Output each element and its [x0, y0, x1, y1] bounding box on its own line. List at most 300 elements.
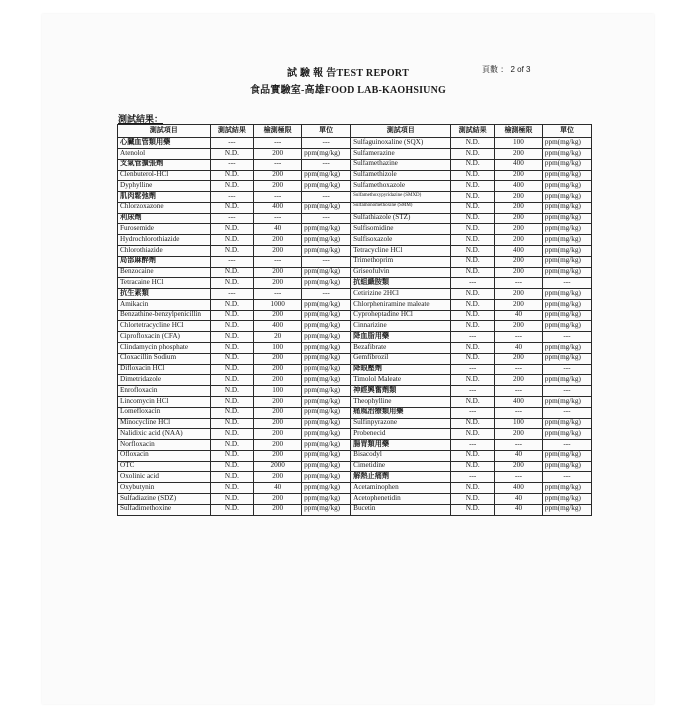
table-row — [118, 202, 592, 213]
test-result-cell: N.D. — [451, 343, 495, 354]
table-row — [118, 321, 592, 332]
detection-limit-cell: --- — [254, 213, 302, 224]
test-result-cell: N.D. — [451, 170, 495, 181]
detection-limit-cell: 40 — [494, 493, 542, 504]
test-result-cell: N.D. — [210, 504, 254, 515]
lab-title: 食品實驗室-高雄FOOD LAB-KAOHSIUNG — [249, 85, 447, 96]
table-row — [118, 299, 592, 310]
unit-cell: --- — [302, 256, 351, 267]
detection-limit-cell: 200 — [254, 407, 302, 418]
section-label: 測試結果： — [118, 114, 164, 124]
unit-cell: --- — [542, 364, 591, 375]
test-item-cell: Lincomycin HCl — [118, 396, 211, 407]
test-result-cell: --- — [210, 289, 254, 300]
test-result-cell: N.D. — [210, 343, 254, 354]
unit-cell: ppm(mg/kg) — [542, 246, 591, 257]
detection-limit-cell: 400 — [254, 202, 302, 213]
test-item-cell: Sulfamethoxazole — [351, 181, 451, 192]
test-result-cell: N.D. — [210, 418, 254, 429]
test-item-cell: Sulfisomidine — [351, 224, 451, 235]
test-item-cell: Dyphylline — [118, 181, 211, 192]
detection-limit-cell: 400 — [494, 181, 542, 192]
test-result-cell: N.D. — [210, 440, 254, 451]
test-item-cell: Sulfamethazine — [351, 159, 451, 170]
detection-limit-cell: 200 — [494, 353, 542, 364]
test-result-cell: N.D. — [210, 429, 254, 440]
test-item-cell: Lomefloxacin — [118, 407, 211, 418]
unit-cell: ppm(mg/kg) — [542, 418, 591, 429]
test-item-cell: Theophylline — [351, 396, 451, 407]
unit-cell: --- — [542, 472, 591, 483]
test-result-cell: --- — [210, 138, 254, 149]
test-result-cell: N.D. — [451, 321, 495, 332]
test-item-cell: Sulfadiazine (SDZ) — [118, 493, 211, 504]
unit-cell: ppm(mg/kg) — [302, 170, 351, 181]
test-item-cell: Atenolol — [118, 148, 211, 159]
unit-cell: ppm(mg/kg) — [302, 148, 351, 159]
unit-cell: ppm(mg/kg) — [302, 310, 351, 321]
report-page — [42, 14, 654, 704]
unit-cell: ppm(mg/kg) — [542, 396, 591, 407]
detection-limit-cell: 200 — [494, 170, 542, 181]
test-result-cell: N.D. — [210, 202, 254, 213]
test-result-cell: N.D. — [210, 375, 254, 386]
test-item-cell: Ofloxacin — [118, 450, 211, 461]
unit-cell: ppm(mg/kg) — [542, 213, 591, 224]
detection-limit-cell: 200 — [254, 353, 302, 364]
unit-cell: ppm(mg/kg) — [542, 235, 591, 246]
unit-cell: ppm(mg/kg) — [302, 235, 351, 246]
unit-cell: ppm(mg/kg) — [302, 343, 351, 354]
test-item-cell: Timolol Maleate — [351, 375, 451, 386]
unit-cell: ppm(mg/kg) — [302, 353, 351, 364]
unit-cell: ppm(mg/kg) — [302, 386, 351, 397]
unit-cell: ppm(mg/kg) — [302, 493, 351, 504]
test-result-cell: N.D. — [451, 418, 495, 429]
header-cell: 測試項目 — [351, 125, 451, 138]
test-result-cell: N.D. — [451, 450, 495, 461]
unit-cell: ppm(mg/kg) — [542, 504, 591, 515]
detection-limit-cell: 200 — [254, 148, 302, 159]
detection-limit-cell: 200 — [254, 440, 302, 451]
test-result-cell: N.D. — [451, 224, 495, 235]
table-row — [118, 418, 592, 429]
table-row — [118, 440, 592, 451]
unit-cell: --- — [302, 213, 351, 224]
test-result-cell: N.D. — [451, 483, 495, 494]
unit-cell: ppm(mg/kg) — [302, 429, 351, 440]
detection-limit-cell: 20 — [254, 332, 302, 343]
table-row — [118, 332, 592, 343]
unit-cell: ppm(mg/kg) — [302, 332, 351, 343]
detection-limit-cell: --- — [494, 472, 542, 483]
test-result-cell: N.D. — [451, 299, 495, 310]
test-item-cell: Cyproheptadine HCl — [351, 310, 451, 321]
test-item-cell: Bisacodyl — [351, 450, 451, 461]
unit-cell: ppm(mg/kg) — [542, 321, 591, 332]
table-row — [118, 148, 592, 159]
table-row — [118, 407, 592, 418]
unit-cell: ppm(mg/kg) — [542, 461, 591, 472]
test-item-cell: 抗組織胺類 — [351, 278, 451, 289]
unit-cell: --- — [302, 289, 351, 300]
table-row — [118, 461, 592, 472]
table-row — [118, 504, 592, 515]
detection-limit-cell: 400 — [494, 483, 542, 494]
header-cell: 單位 — [302, 125, 351, 138]
detection-limit-cell: 200 — [254, 364, 302, 375]
test-item-cell: Nalidixic acid (NAA) — [118, 429, 211, 440]
detection-limit-cell: 400 — [254, 321, 302, 332]
test-result-cell: N.D. — [451, 375, 495, 386]
test-item-cell: Clindamycin phosphate — [118, 343, 211, 354]
test-result-cell: N.D. — [210, 267, 254, 278]
test-item-cell: 局部麻醉劑 — [118, 256, 211, 267]
test-result-cell: N.D. — [210, 278, 254, 289]
unit-cell: ppm(mg/kg) — [302, 246, 351, 257]
table-row — [118, 353, 592, 364]
unit-cell: --- — [302, 159, 351, 170]
test-result-cell: N.D. — [451, 461, 495, 472]
unit-cell: ppm(mg/kg) — [302, 267, 351, 278]
unit-cell: ppm(mg/kg) — [542, 353, 591, 364]
test-result-cell: N.D. — [451, 202, 495, 213]
unit-cell: ppm(mg/kg) — [542, 299, 591, 310]
unit-cell: ppm(mg/kg) — [302, 483, 351, 494]
test-result-cell: --- — [451, 364, 495, 375]
test-result-cell: N.D. — [210, 493, 254, 504]
test-result-cell: N.D. — [451, 192, 495, 203]
test-item-cell: Gemfibrozil — [351, 353, 451, 364]
table-row — [118, 375, 592, 386]
test-item-cell: Sulfisoxazole — [351, 235, 451, 246]
detection-limit-cell: 200 — [494, 224, 542, 235]
detection-limit-cell: 100 — [494, 138, 542, 149]
test-result-cell: --- — [451, 386, 495, 397]
test-result-cell: N.D. — [451, 256, 495, 267]
detection-limit-cell: 200 — [254, 170, 302, 181]
unit-cell: --- — [542, 332, 591, 343]
table-row — [118, 235, 592, 246]
detection-limit-cell: 200 — [494, 289, 542, 300]
unit-cell: ppm(mg/kg) — [302, 396, 351, 407]
test-item-cell: Benzocaine — [118, 267, 211, 278]
detection-limit-cell: 200 — [494, 235, 542, 246]
unit-cell: ppm(mg/kg) — [542, 375, 591, 386]
test-result-cell: N.D. — [210, 364, 254, 375]
detection-limit-cell: 200 — [494, 321, 542, 332]
test-item-cell: 支氣管擴張劑 — [118, 159, 211, 170]
detection-limit-cell: 200 — [494, 192, 542, 203]
test-result-cell: N.D. — [451, 429, 495, 440]
table-row — [118, 493, 592, 504]
detection-limit-cell: --- — [494, 407, 542, 418]
test-result-cell: N.D. — [451, 396, 495, 407]
test-item-cell: 解熱止痛劑 — [351, 472, 451, 483]
test-result-cell: N.D. — [451, 493, 495, 504]
detection-limit-cell: 200 — [254, 418, 302, 429]
table-row — [118, 181, 592, 192]
unit-cell: ppm(mg/kg) — [302, 202, 351, 213]
table-row — [118, 192, 592, 203]
test-result-cell: --- — [451, 332, 495, 343]
detection-limit-cell: 200 — [254, 278, 302, 289]
unit-cell: ppm(mg/kg) — [302, 321, 351, 332]
test-item-cell: Norfloxacin — [118, 440, 211, 451]
unit-cell: ppm(mg/kg) — [302, 407, 351, 418]
table-row — [118, 343, 592, 354]
test-result-cell: --- — [451, 440, 495, 451]
test-result-cell: N.D. — [210, 224, 254, 235]
test-item-cell: Benzathine-benzylpenicillin — [118, 310, 211, 321]
test-item-cell: Ciprofloxacin (CFA) — [118, 332, 211, 343]
test-result-cell: N.D. — [451, 353, 495, 364]
test-result-cell: N.D. — [451, 246, 495, 257]
test-item-cell: Sulfadimethoxine — [118, 504, 211, 515]
detection-limit-cell: 200 — [494, 213, 542, 224]
detection-limit-cell: 40 — [494, 310, 542, 321]
detection-limit-cell: 200 — [254, 396, 302, 407]
table-row — [118, 224, 592, 235]
test-result-cell: N.D. — [210, 170, 254, 181]
unit-cell: ppm(mg/kg) — [302, 375, 351, 386]
test-item-cell: Amikacin — [118, 299, 211, 310]
test-item-cell: Furosemide — [118, 224, 211, 235]
table-row — [118, 289, 592, 300]
table-row — [118, 483, 592, 494]
unit-cell: ppm(mg/kg) — [542, 202, 591, 213]
unit-cell: ppm(mg/kg) — [542, 181, 591, 192]
unit-cell: ppm(mg/kg) — [542, 429, 591, 440]
unit-cell: ppm(mg/kg) — [302, 450, 351, 461]
table-row — [118, 278, 592, 289]
test-item-cell: Enrofloxacin — [118, 386, 211, 397]
test-result-cell: --- — [451, 472, 495, 483]
table-row — [118, 256, 592, 267]
detection-limit-cell: 100 — [494, 418, 542, 429]
unit-cell: ppm(mg/kg) — [542, 159, 591, 170]
test-result-cell: N.D. — [210, 461, 254, 472]
header-cell: 測試結果 — [451, 125, 495, 138]
unit-cell: ppm(mg/kg) — [542, 148, 591, 159]
test-result-cell: N.D. — [210, 386, 254, 397]
test-item-cell: Acetaminophen — [351, 483, 451, 494]
test-result-cell: N.D. — [210, 332, 254, 343]
test-item-cell: 肌肉鬆弛劑 — [118, 192, 211, 203]
test-item-cell: Acetophenetidin — [351, 493, 451, 504]
test-result-cell: N.D. — [451, 289, 495, 300]
test-result-cell: N.D. — [451, 138, 495, 149]
test-result-cell: --- — [210, 256, 254, 267]
header-cell: 檢測極限 — [254, 125, 302, 138]
test-item-cell: Cimetidine — [351, 461, 451, 472]
test-result-cell: N.D. — [210, 396, 254, 407]
test-item-cell: Sulfamethizole — [351, 170, 451, 181]
test-item-cell: Sulfaguinoxaline (SQX) — [351, 138, 451, 149]
detection-limit-cell: --- — [494, 386, 542, 397]
unit-cell: ppm(mg/kg) — [302, 440, 351, 451]
detection-limit-cell: 2000 — [254, 461, 302, 472]
table-row — [118, 170, 592, 181]
test-item-cell: 抗生素類 — [118, 289, 211, 300]
unit-cell: ppm(mg/kg) — [542, 289, 591, 300]
test-item-cell: Bucetin — [351, 504, 451, 515]
table-row — [118, 450, 592, 461]
detection-limit-cell: 200 — [254, 504, 302, 515]
test-item-cell: OTC — [118, 461, 211, 472]
detection-limit-cell: 200 — [494, 375, 542, 386]
test-item-cell: Griseofulvin — [351, 267, 451, 278]
table-row — [118, 159, 592, 170]
detection-limit-cell: 200 — [254, 450, 302, 461]
table-row — [118, 246, 592, 257]
unit-cell: ppm(mg/kg) — [302, 181, 351, 192]
detection-limit-cell: 200 — [254, 246, 302, 257]
unit-cell: ppm(mg/kg) — [542, 256, 591, 267]
test-result-cell: N.D. — [210, 450, 254, 461]
test-result-cell: N.D. — [451, 148, 495, 159]
detection-limit-cell: --- — [254, 256, 302, 267]
test-item-cell: Minocycline HCl — [118, 418, 211, 429]
test-result-cell: N.D. — [451, 267, 495, 278]
report-header — [42, 64, 654, 96]
test-result-cell: N.D. — [210, 407, 254, 418]
test-result-cell: --- — [451, 278, 495, 289]
detection-limit-cell: --- — [254, 192, 302, 203]
unit-cell: ppm(mg/kg) — [302, 299, 351, 310]
test-result-cell: N.D. — [210, 299, 254, 310]
detection-limit-cell: 200 — [494, 148, 542, 159]
detection-limit-cell: --- — [494, 332, 542, 343]
test-item-cell: Cetirizine 2HCl — [351, 289, 451, 300]
test-item-cell: Probenecid — [351, 429, 451, 440]
test-item-cell: Oxolinic acid — [118, 472, 211, 483]
detection-limit-cell: 200 — [494, 461, 542, 472]
test-result-cell: N.D. — [210, 148, 254, 159]
unit-cell: ppm(mg/kg) — [302, 224, 351, 235]
unit-cell: --- — [542, 278, 591, 289]
unit-cell: ppm(mg/kg) — [542, 493, 591, 504]
test-item-cell: Cloxacillin Sodium — [118, 353, 211, 364]
unit-cell: --- — [302, 192, 351, 203]
detection-limit-cell: 200 — [254, 310, 302, 321]
detection-limit-cell: 200 — [254, 181, 302, 192]
unit-cell: --- — [302, 138, 351, 149]
test-result-cell: N.D. — [210, 310, 254, 321]
header-cell: 單位 — [542, 125, 591, 138]
table-row — [118, 472, 592, 483]
unit-cell: ppm(mg/kg) — [542, 224, 591, 235]
detection-limit-cell: --- — [254, 138, 302, 149]
test-item-cell: Chlorpheniramine maleate — [351, 299, 451, 310]
detection-limit-cell: 200 — [494, 267, 542, 278]
test-result-cell: N.D. — [451, 213, 495, 224]
test-result-cell: N.D. — [451, 235, 495, 246]
table-row — [118, 213, 592, 224]
detection-limit-cell: 200 — [254, 235, 302, 246]
test-result-cell: --- — [451, 407, 495, 418]
test-item-cell: Trimethoprim — [351, 256, 451, 267]
table-row — [118, 310, 592, 321]
test-item-cell: Oxybutynin — [118, 483, 211, 494]
test-item-cell: Chlortetracycline HCl — [118, 321, 211, 332]
table-row — [118, 138, 592, 149]
unit-cell: ppm(mg/kg) — [302, 472, 351, 483]
header-cell: 測試結果 — [210, 125, 254, 138]
table-header-row — [118, 125, 592, 138]
test-item-cell: Cinnarizine — [351, 321, 451, 332]
test-result-cell: N.D. — [210, 235, 254, 246]
unit-cell: ppm(mg/kg) — [302, 364, 351, 375]
unit-cell: ppm(mg/kg) — [542, 343, 591, 354]
test-result-cell: N.D. — [451, 159, 495, 170]
detection-limit-cell: 200 — [254, 375, 302, 386]
detection-limit-cell: 200 — [494, 299, 542, 310]
test-item-cell: Dimetridazole — [118, 375, 211, 386]
unit-cell: ppm(mg/kg) — [542, 450, 591, 461]
unit-cell: ppm(mg/kg) — [542, 267, 591, 278]
detection-limit-cell: --- — [254, 159, 302, 170]
detection-limit-cell: 400 — [494, 246, 542, 257]
test-item-cell: Sulfamerazine — [351, 148, 451, 159]
test-item-cell: Difloxacin HCl — [118, 364, 211, 375]
detection-limit-cell: 400 — [494, 159, 542, 170]
header-cell: 測試項目 — [118, 125, 211, 138]
detection-limit-cell: 200 — [254, 267, 302, 278]
unit-cell: ppm(mg/kg) — [302, 418, 351, 429]
unit-cell: --- — [542, 386, 591, 397]
test-result-cell: N.D. — [210, 472, 254, 483]
test-item-cell: Tetracaine HCl — [118, 278, 211, 289]
unit-cell: ppm(mg/kg) — [302, 461, 351, 472]
table-row — [118, 396, 592, 407]
unit-cell: --- — [542, 407, 591, 418]
test-result-cell: N.D. — [451, 310, 495, 321]
detection-limit-cell: 40 — [494, 504, 542, 515]
unit-cell: ppm(mg/kg) — [542, 192, 591, 203]
test-item-cell: Hydrochlorothiazide — [118, 235, 211, 246]
detection-limit-cell: 200 — [254, 493, 302, 504]
test-item-cell: Chlorothiazide — [118, 246, 211, 257]
test-item-cell: Sulfinpyrazone — [351, 418, 451, 429]
detection-limit-cell: --- — [494, 364, 542, 375]
table-row — [118, 267, 592, 278]
test-result-cell: N.D. — [451, 504, 495, 515]
test-item-cell: 降血脂用藥 — [351, 332, 451, 343]
results-table — [117, 124, 592, 516]
test-item-cell: Bezafibrate — [351, 343, 451, 354]
test-item-cell: 腸胃類用藥 — [351, 440, 451, 451]
page-number: 頁數 ： 2 of 3 — [482, 65, 531, 74]
test-item-cell: Sulfamethoxypyridazine (SMXD) — [351, 192, 451, 203]
detection-limit-cell: 1000 — [254, 299, 302, 310]
unit-cell: ppm(mg/kg) — [542, 170, 591, 181]
test-item-cell: 痛風治療類用藥 — [351, 407, 451, 418]
test-result-cell: N.D. — [210, 321, 254, 332]
test-item-cell: Sulfamonomethoxine (SMM) — [351, 202, 451, 213]
test-result-cell: --- — [210, 213, 254, 224]
detection-limit-cell: 100 — [254, 386, 302, 397]
detection-limit-cell: 100 — [254, 343, 302, 354]
test-item-cell: Sulfathiazole (STZ) — [351, 213, 451, 224]
test-result-cell: --- — [210, 159, 254, 170]
detection-limit-cell: 40 — [494, 450, 542, 461]
test-item-cell: Chlorzoxazone — [118, 202, 211, 213]
detection-limit-cell: --- — [494, 278, 542, 289]
test-item-cell: 利尿劑 — [118, 213, 211, 224]
test-item-cell: 神經興奮劑類 — [351, 386, 451, 397]
unit-cell: ppm(mg/kg) — [302, 278, 351, 289]
